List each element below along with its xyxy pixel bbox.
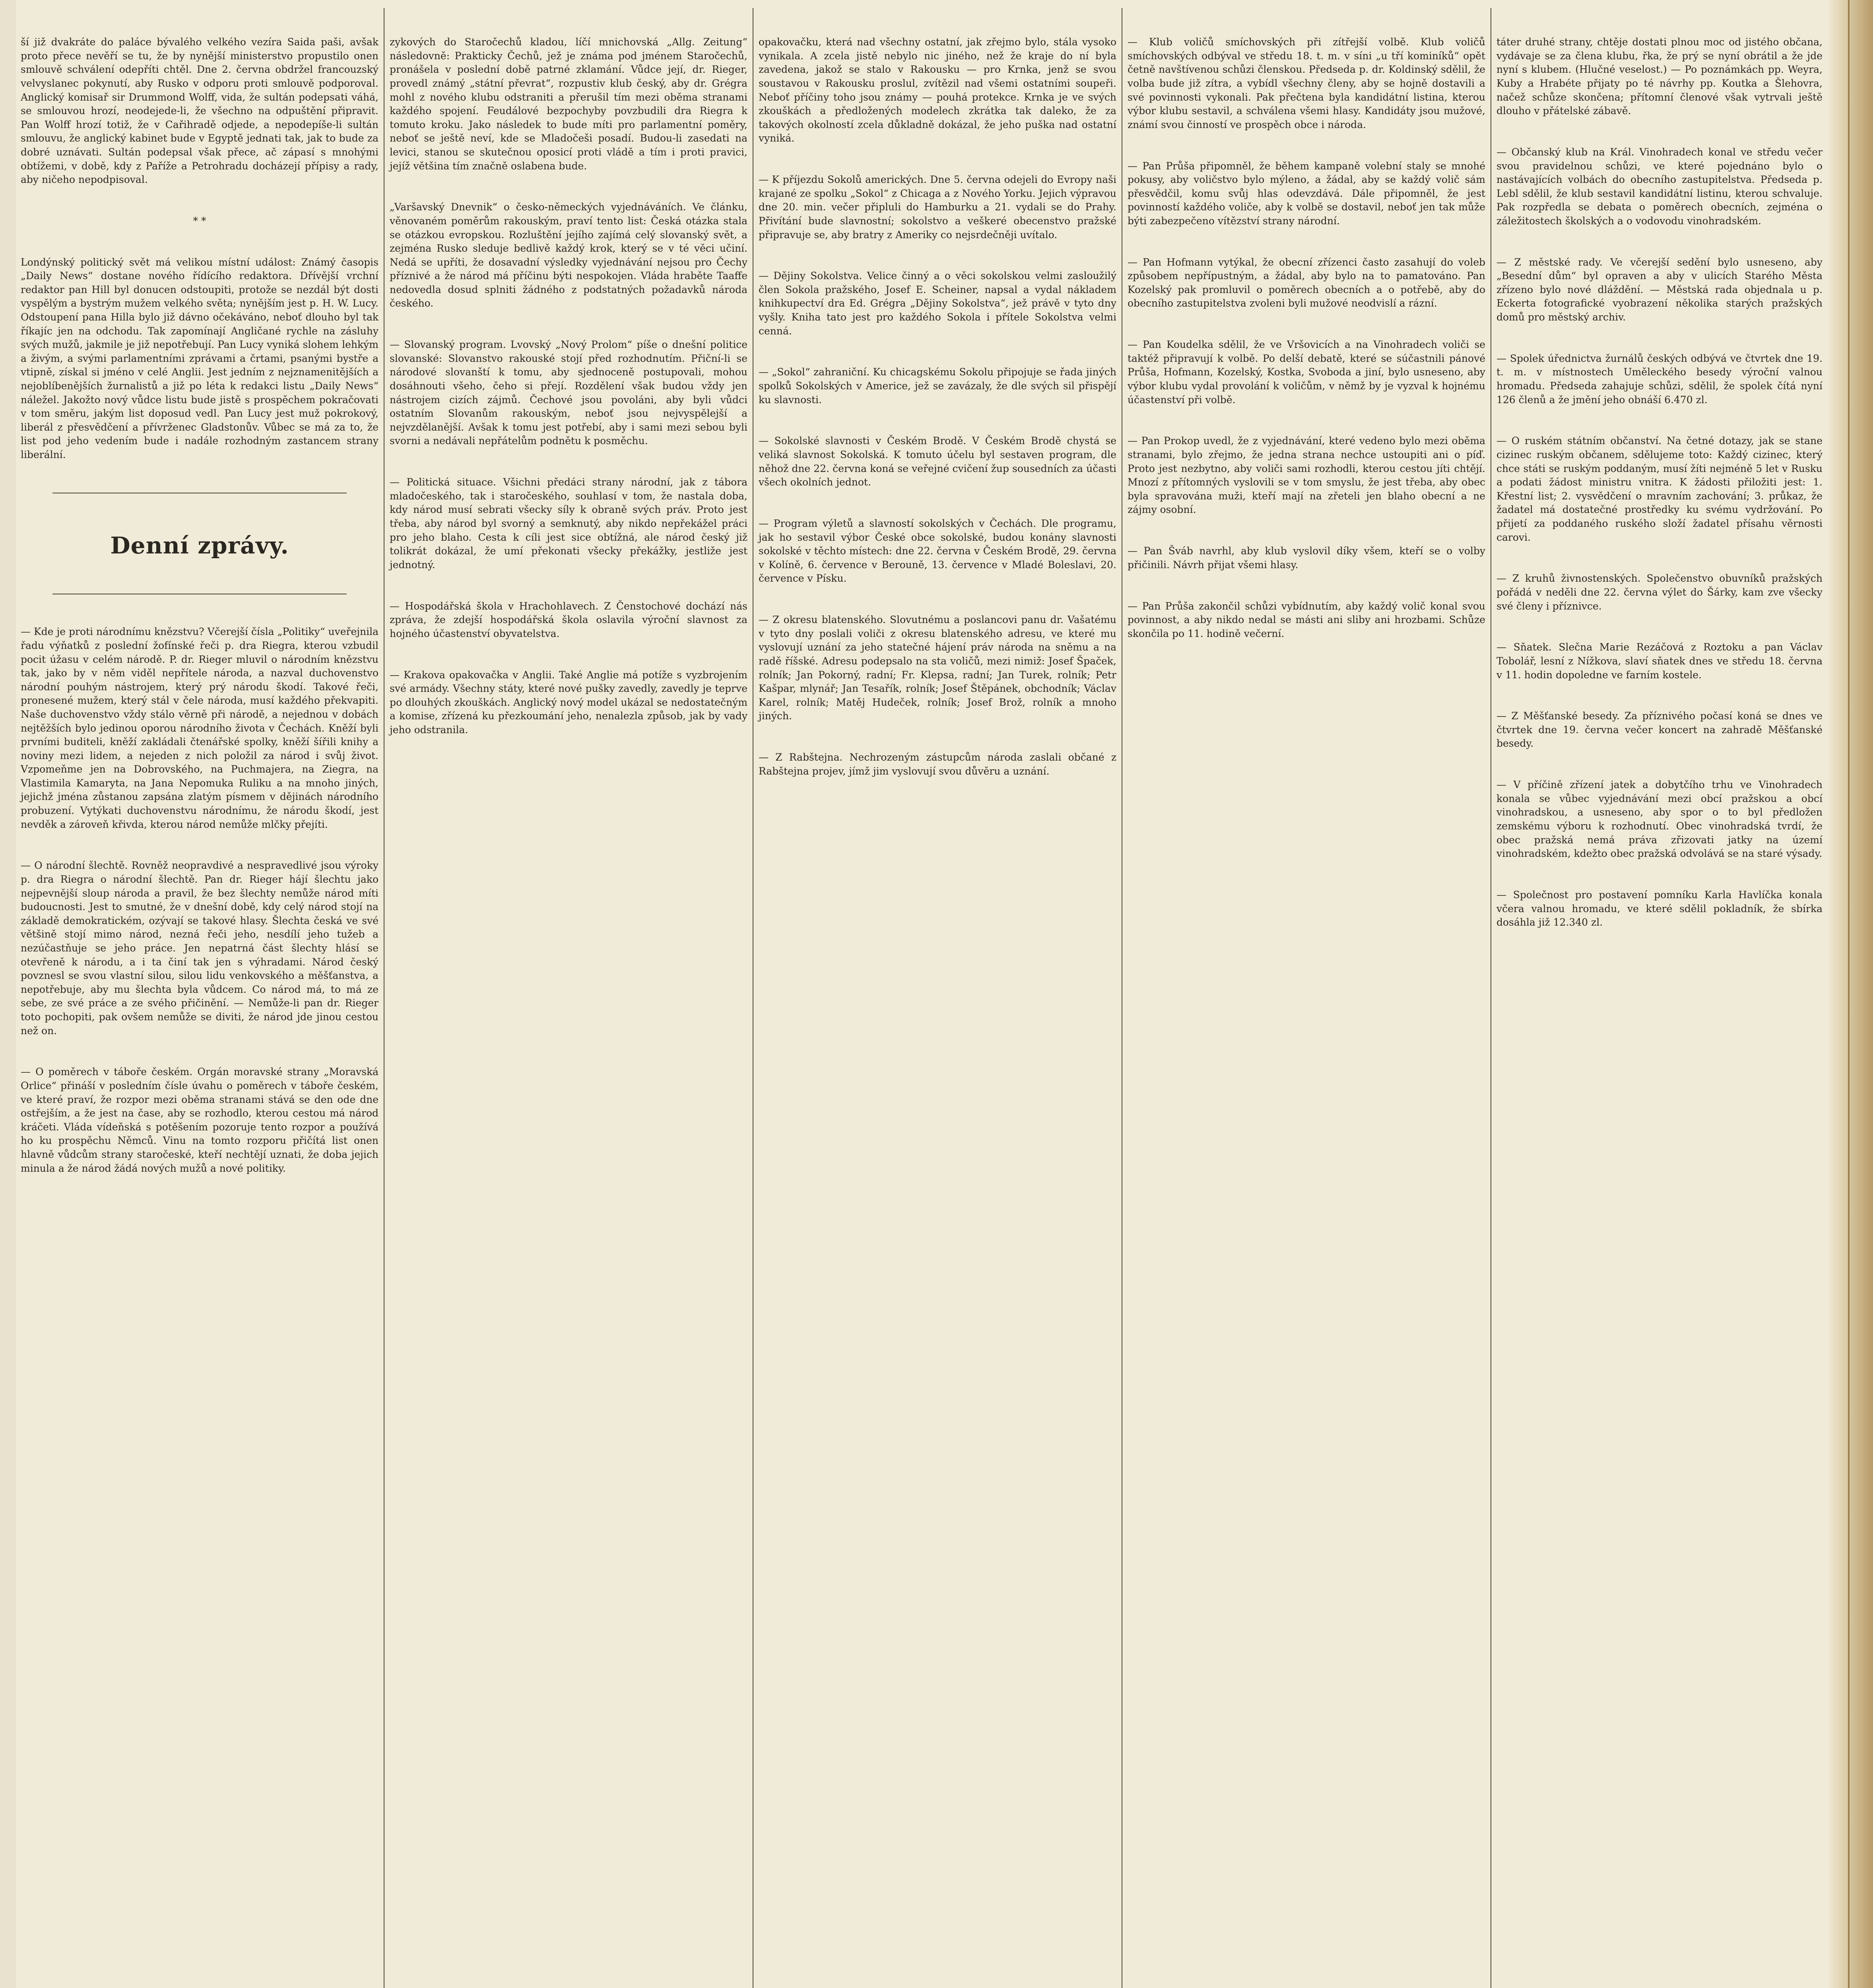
paragraph: — Z městské rady. Ve včerejší sedění bylo usneseno, aby „Besední dům“ byl opraven a aby v ulicích Starého Města zřízeno bylo nové dláždění. — Městská rada objednala u p. Eckerta fotografické vyobrazení několika starých pražských domů pro městský archiv. — [1496, 256, 1826, 323]
paragraph: — O národní šlechtě. Rovněž neopravdivé a nespravedlivé jsou výroky p. dra Riegra o národní šlechtě. Pan dr. Rieger hájí šlechtu jako nejpevnější sloup národa a pravil, že bez šlechty nemůže národ míti budoucnosti. Jest to smutné, že v dnešní době, kdy celý národ stojí na základě demokratickém, ozývají se takové hlasy. Šlechta česká ve své většině stojí mimo národ, nezná řeči jeho, nesdílí jeho tužeb a nezúčastňuje se jeho práce. Jen nepatrná část šlechty hlásí se otevřeně k národu, a i ta činí tak jen s výhradami. Národ český povznesl se svou vlastní silou, silou lidu venkovského a měšťanstva, a nepotřebuje, aby mu šlechta byla vůdcem. Co národ má, to má ze sebe, ze své práce a ze svého přičinění. — Nemůže-li pan dr. Rieger toto pochopiti, pak ovšem nemůže se diviti, že národ jde jinou cestou než on. — [21, 860, 382, 1037]
paragraph: „Varšavský Dnevnik“ o česko-německých vyjednáváních. Ve článku, věnovaném poměrům rakouským, praví tento list: Česká otázka stala se otázkou evropskou. Rozluštění jejího zajímá celý slovanský svět, a zejména Rusko sleduje bedlivě každý krok, který se v té věci učiní. Nedá se upříti, že dosavadní výsledky vyjednávání nejsou pro Čechy příznivé a že národ má příčinu býti nespokojen. Vláda hraběte Taaffe nedovedla dosud splniti žádného z podstatných požadavků národa českého. — [390, 201, 751, 309]
paragraph: Londýnský politický svět má velikou místní událost: Známý časopis „Daily News“ dostane nového řídícího redaktora. Dřívější vrchní redaktor pan Hill byl donucen odstoupiti, protože se nezdál být dosti vyspělým a bystrým mužem velkého světa; nynějším jest p. H. W. Lucy. Odstoupení pana Hilla bylo již dávno očekáváno, neboť dlouho byl tak říkajíc jen na odchodu. Tak zapomínají Angličané rychle na zásluhy svých mužů, jakmile je již nepotřebují. Pan Lucy vyniká slohem lehkým a živým, a svými parlamentními zprávami a črtami, psanými bystře a vtipně, získal si jméno v celé Anglii. Jest jedním z nejznamenitějších a nejoblíbenějších žurnalistů a již po léta k redakci listu „Daily News“ náležel. Jakožto nový vůdce listu bude jistě s prospěchem pokračovati v tom směru, jakým list doposud vedl. Pan Lucy jest muž pokrokový, liberál z přesvědčení a přívrženec Gladstonův. Vůbec se má za to, že list pod jeho vedením bude i nadále rozhodným zastancem strany liberální. — [21, 256, 382, 460]
paragraph: — Pan Průša připomněl, že během kampaně volební staly se mnohé pokusy, aby voličstvo bylo mýleno, a žádal, aby se každý volič sám přesvědčil, komu svůj hlas odevzdává. Dále připomněl, že jest povinností každého voliče, aby k volbě se dostavil, neboť jen tak může býti zabezpečeno vítězství strany národní. — [1128, 160, 1489, 227]
paragraph: ší již dvakráte do paláce bývalého velkého vezíra Saida paši, avšak proto přece nevěří se tu, že by nynější ministerstvo propustilo onen smlouvě schválení odepříti chtěl. Dne 2. června obdržel francouzský velvyslanec pokynutí, aby Rusko v odporu proti smlouvě podporoval. Anglický komisař sir Drummond Wolff, vida, že sultán podepsati váhá, se smlouvou hrozí, neodejede-li, že všechno na odpuštění připravit. Pan Wolff hrozí totiž, že v Cařihradě odjede, a nepodepíše-li sultán smlouvu, že anglický kabinet bude v Egyptě jednati tak, jak to bude za dobré uznávati. Sultán podepsal však přece, ač zápasí s mnohými obtížemi, v době, kdy z Paříže a Petrohradu docházejí přípisy a rady, aby ničeho nepodpisoval. — [21, 36, 382, 186]
paragraph: — Kde je proti národnímu knězstvu? Včerejší čísla „Politiky“ uveřejnila řadu výňatků z poslední žofínské řeči p. dra Riegra, kterou vzbudil pocit úžasu v celém národě. P. dr. Rieger mluvil o národním knězstvu tak, jako by v něm viděl nepřítele národa, a nazval duchovenstvo národní pouhým nástrojem, který prý národu škodí. Takové řeči, pronesené mužem, který stál v čele národa, musí každého překvapiti. Naše duchovenstvo vždy stálo věrně při národě, a nejednou v dobách nejtěžších bylo jedinou oporou národního života v Čechách. Kněží byli prvními buditeli, kněží zakládali čtenářské spolky, kněží šířili knihy a noviny mezi lidem, a nejeden z nich položil za národ i svůj život. Vzpomeňme jen na Dobrovského, na Puchmajera, na Ziegra, na Vlastimila Kamaryta, na Jana Nepomuka Ruliku a na mnoho jiných, jejichž jména zůstanou zapsána zlatým písmem v dějinách národního probuzení. Vytýkati duchovenstvu národnímu, že národu škodí, jest nevděk a zároveň křivda, kterou národ nemůže mlčky přejíti. — [21, 626, 382, 830]
paragraph: — Z Měšťanské besedy. Za příznivého počasí koná se dnes ve čtvrtek dne 19. června večer koncert na zahradě Měšťanské besedy. — [1496, 710, 1826, 749]
paragraph: — O ruském státním občanství. Na četné dotazy, jak se stane cizinec ruským občanem, sdělujeme toto: Každý cizinec, který chce státi se ruským poddaným, musí žíti nejméně 5 let v Rusku a podati žádost ministru vnitra. K žádosti přiložiti jest: 1. Křestní list; 2. vysvědčení o mravním zachování; 3. průkaz, že žadatel má dostatečné prostředky ku svému vydržování. Po přijetí za poddaného ruského složí žadatel přísahu věrnosti carovi. — [1496, 435, 1826, 543]
column-2 — [390, 8, 751, 1988]
paragraph: — Sokolské slavnosti v Českém Brodě. V Českém Brodě chystá se veliká slavnost Sokolská. K tomuto účelu byl sestaven program, dle něhož dne 22. června koná se veřejné cvičení žup sousedních za účasti všech okolních jednot. — [759, 435, 1120, 488]
paragraph: — V příčině zřízení jatek a dobytčího trhu ve Vinohradech konala se vůbec vyjednávání mezi obcí pražskou a obcí vinohradskou, a usneseno, aby spor o to byl předložen zemskému výboru k rozhodnutí. Obec vinohradská tvrdí, že obec pražská nemá práva zřizovati jatky na území vinohradském, kdežto obec pražská odvolává se na staré výsady. — [1496, 779, 1826, 860]
paragraph: — Pan Koudelka sdělil, že ve Vršovicích a na Vinohradech voliči se taktéž připravují k volbě. Po delší debatě, které se súčastnili pánové Průša, Hofmann, Kozelský, Kostka, Svoboda a jiní, bylo usneseno, aby výbor klubu vydal provolání k voličům, v němž by je vyzval k hojnému účastenství při volbě. — [1128, 339, 1489, 406]
paragraph: — Politická situace. Všichni předáci strany národní, jak z tábora mladočeského, tak i staročeského, souhlasí v tom, že nastala doba, kdy národ musí sebrati všecky síly k obraně svých práv. Proto jest třeba, aby národ byl svorný a semknutý, aby nikdo nepřekážel práci pro jeho blaho. Cesta k cíli jest sice obtížná, ale národ český již tolikrát dokázal, že umí překonati všecky překážky, jestliže jest jednotný. — [390, 476, 751, 571]
paragraph: — „Sokol“ zahraniční. Ku chicagskému Sokolu připojuje se řada jiných spolků Sokolských v Americe, jež se zavázaly, že dle svých sil přispějí ku slavnosti. — [759, 366, 1120, 406]
paragraph: táter druhé strany, chtěje dostati plnou moc od jistého občana, vydávaje se za člena klubu, řka, že prý se nyní obrátil a že jde nyní s klubem. (Hlučné veselost.) — Po poznámkách pp. Weyra, Kuby a Hrabéte přijaty po té návrhy pp. Koutka a Šlehovra, načež schůze skončena; přítomní členové však vytrvali ještě dlouho v přátelské zábavě. — [1496, 36, 1826, 117]
paragraph: — O poměrech v táboře českém. Orgán moravské strany „Moravská Orlice“ přináší v posledním čísle úvahu o poměrech v táboře českém, ve které praví, že rozpor mezi oběma stranami stává se den ode dne ostřejším, a že jest na čase, aby se rozhodlo, kterou cestou má národ kráčeti. Vláda vídeňská s potěšením pozoruje tento rozpor a používá ho ku prospěchu Němců. Vinu na tomto rozporu přičítá list onen hlavně vůdcům strany staročeské, kteří nechtějí uznati, že doba jejich minula a že národ žádá nových mužů a nové politiky. — [21, 1066, 382, 1174]
paragraph: — Slovanský program. Lvovský „Nový Prolom“ píše o dnešní politice slovanské: Slovanstvo rakouské stojí před rozhodnutím. Přiční-li se národové slovanští k tomu, aby sjednoceně postupovali, mohou dosáhnouti všeho, čeho si přejí. Rozdělení však budou vždy jen nástrojem cizích zájmů. Čechové jsou povoláni, aby byli vůdci ostatním Slovanům rakouským, neboť jsou nejvyspělejší a nejvzdělanější. Avšak k tomu jest potřebí, aby i sami mezi sebou byli svorni a nedávali nepřátelům podnětu k posměchu. — [390, 339, 751, 447]
paragraph: — Z kruhů živnostenských. Společenstvo obuvníků pražských pořádá v neděli dne 22. června výlet do Šárky, kam zve všecky své členy i příznivce. — [1496, 573, 1826, 612]
paragraph: — Pan Šváb navrhl, aby klub vyslovil díky všem, kteří se o volby přičinili. Návrh přijat všemi hlasy. — [1128, 545, 1489, 571]
newspaper-page — [16, 0, 1829, 1988]
column-4 — [1128, 8, 1489, 1988]
column-3 — [759, 8, 1120, 1988]
paragraph: opakovačku, která nad všechny ostatní, jak zřejmo bylo, stála vysoko vynikala. A zcela jistě nebylo nic jiného, než že kraje do ní byla zavedena, jakož se stalo v Rakousku — pro Krnka, jenž se svou soustavou v Rakousku proslul, zvítězil nad všemi ostatními soupeři. Neboť příčiny toho jsou známy — pouhá protekce. Krnka je ve svých zkouškách a předložených modelech zkrátka tak daleko, že za takových okolností zcela důkladně dokázal, že jeho puška nad ostatní vyniká. — [759, 36, 1120, 144]
paragraph: — Společnost pro postavení pomníku Karla Havlíčka konala včera valnou hromadu, ve které sdělil pokladník, že sbírka dosáhla již 12.340 zl. — [1496, 889, 1826, 928]
paragraph: — Z okresu blatenského. Slovutnému a poslancovi panu dr. Vašatému v tyto dny poslali voliči z okresu blatenského adresu, ve které mu vyslovují uznání za jeho statečné hájení práv národa na sněmu a na radě říšské. Adresu podepsalo na sta voličů, mezi nimiž: Josef Špaček, rolník; Jan Pokorný, radní; Fr. Klepsa, radní; Jan Turek, rolník; Petr Kašpar, mlynář; Jan Tesařík, rolník; Josef Štěpánek, obchodník; Václav Karel, rolník; Matěj Hudeček, rolník; Josef Brož, rolník a mnoho jiných. — [759, 614, 1120, 722]
paragraph: — Sňatek. Slečna Marie Rezáčová z Roztoku a pan Václav Tobolář, lesní z Nížkova, slaví sňatek dnes ve středu 18. června v 11. hodin dopoledne ve farním kostele. — [1496, 641, 1826, 681]
separator-stars: * * — [193, 215, 206, 227]
binding-edge — [1848, 0, 1850, 1988]
paragraph: — Pan Hofmann vytýkal, že obecní zřízenci často zasahují do voleb způsobem nepřípustným, a žádal, aby bylo na to pamatováno. Pan Kozelský pak promluvil o poměrech obecních a o potřebě, aby do obecního zastupitelstva zvoleni byli mužové neodvislí a rázní. — [1128, 256, 1489, 309]
paragraph: — Krakova opakovačka v Anglii. Také Anglie má potíže s vyzbrojením své armády. Všechny státy, které nové pušky zavedly, zavedly je teprve po dlouhých zkouškách. Anglický nový model ukázal se nedostatečným a komise, zřízená ku přezkoumání jeho, nenalezla způsob, jak by vady jeho odstranila. — [390, 669, 751, 736]
paragraph: — Z Rabštejna. Nechrozeným zástupcům národa zaslali občané z Rabštejna projev, jímž jim vyslovují svou důvěru a uznání. — [759, 751, 1120, 777]
paragraph: zykových do Staročechů kladou, líčí mnichovská „Allg. Zeitung“ následovně: Prakticky Čechů, jež je známa pod jménem Staročechů, pronášela v poslední době patrné zklamání. Vůdce její, dr. Rieger, provedl známý „státní převrat“, rozpustiv klub český, aby dr. Grégra mohl z nového klubu odstraniti a přerušil tím mezi oběma stranami každého spojení. Feudálové bezpochyby povzbudili dra Riegra k tomuto kroku. Jako následek to bude míti pro parlamentní poměry, neboť se ještě neví, kde se Mladočeši posadí. Budou-li zasedati na levici, stanou se skutečnou oposicí proti vládě a tím i proti pravici, jejíž většina tím značně oslabena bude. — [390, 36, 751, 172]
column-1 — [21, 8, 382, 1988]
section-title: Denní zprávy. — [110, 532, 289, 559]
paragraph: — Dějiny Sokolstva. Velice činný a o věci sokolskou velmi zasloužilý člen Sokola pražského, Josef E. Scheiner, napsal a vydal nákladem knihkupectví dra Ed. Grégra „Dějiny Sokolstva“, jež právě v tyto dny vyšly. Kniha tato jest pro každého Sokola i přítele Sokolstva velmi cenná. — [759, 270, 1120, 337]
paragraph: — Spolek úřednictva žurnálů českých odbývá ve čtvrtek dne 19. t. m. v místnostech Uměleckého besedy výroční valnou hromadu. Předseda zahajuje schůzi, sdělil, že spolek čítá nyní 126 členů a že jmění jeho obnáší 6.470 zl. — [1496, 352, 1826, 406]
paragraph: — Pan Prokop uvedl, že z vyjednávání, které vedeno bylo mezi oběma stranami, bylo zřejmo, že jedna strana nechce ustoupiti ani o píď. Proto jest nezbytno, aby voliči sami rozhodli, kterou cestou jíti chtějí. Mnozí z přítomných vyslovili se v tom smyslu, že jest třeba, aby obec byla spravována muži, kteří mají na zřeteli jen blaho obecní a ne zájmy osobní. — [1128, 435, 1489, 516]
paragraph: — Klub voličů smíchovských při zítřejší volbě. Klub voličů smíchovských odbýval ve středu 18. t. m. v síni „u tří kominíků“ opět četně navštívenou schůzi členskou. Předseda p. dr. Koldinský sdělil, že volba bude již zítra, a vybídl všechny členy, aby se hojně dostavili a své povinnosti vykonali. Pak přečtena byla kandidátní listina, kterou výbor klubu sestavil, a schválena všemi hlasy. Kandidáty jsou mužové, známí svou činností ve prospěch obce i národa. — [1128, 36, 1489, 130]
paragraph: — Hospodářská škola v Hrachohlavech. Z Čenstochové dochází nás zpráva, že zdejší hospodářská škola oslavila výroční slavnost za hojného účastenství obyvatelstva. — [390, 600, 751, 639]
paragraph: — K příjezdu Sokolů amerických. Dne 5. června odejeli do Evropy naši krajané ze spolku „Sokol“ z Chicaga a z Nového Yorku. Jejich výpravou dne 20. min. večer připluli do Hamburku a 21. vydali se do Prahy. Přivítání bude slavnostní; sokolstvo a veškeré obecenstvo pražské připravuje se, aby bratry z Ameriky co nejsrdečněji uvítalo. — [759, 174, 1120, 241]
page-edge-shadow — [1829, 0, 1873, 1988]
paragraph: — Občanský klub na Král. Vinohradech konal ve středu večer svou pravidelnou schůzi, ve které pojednáno bylo o nastávajících volbách do obecního zastupitelstva. Předseda p. Lebl sdělil, že klub sestavil kandidátní listinu, kterou schvaluje. Pak rozpředla se debata o poměrech obecních, zejména o záležitostech školských a o vodovodu vinohradském. — [1496, 146, 1826, 227]
column-5 — [1496, 8, 1826, 1988]
paragraph: — Pan Průša zakončil schůzi vybídnutím, aby každý volič konal svou povinnost, a aby nikdo nedal se másti ani sliby ani hrozbami. Schůze skončila po 11. hodině večerní. — [1128, 600, 1489, 639]
paragraph: — Program výletů a slavností sokolských v Čechách. Dle programu, jak ho sestavil výbor České obce sokolské, budou konány slavnosti sokolské v těchto místech: dne 22. června v Českém Brodě, 29. června v Kolíně, 6. července v Berouně, 13. července v Mladé Boleslavi, 20. července v Písku. — [759, 517, 1120, 584]
